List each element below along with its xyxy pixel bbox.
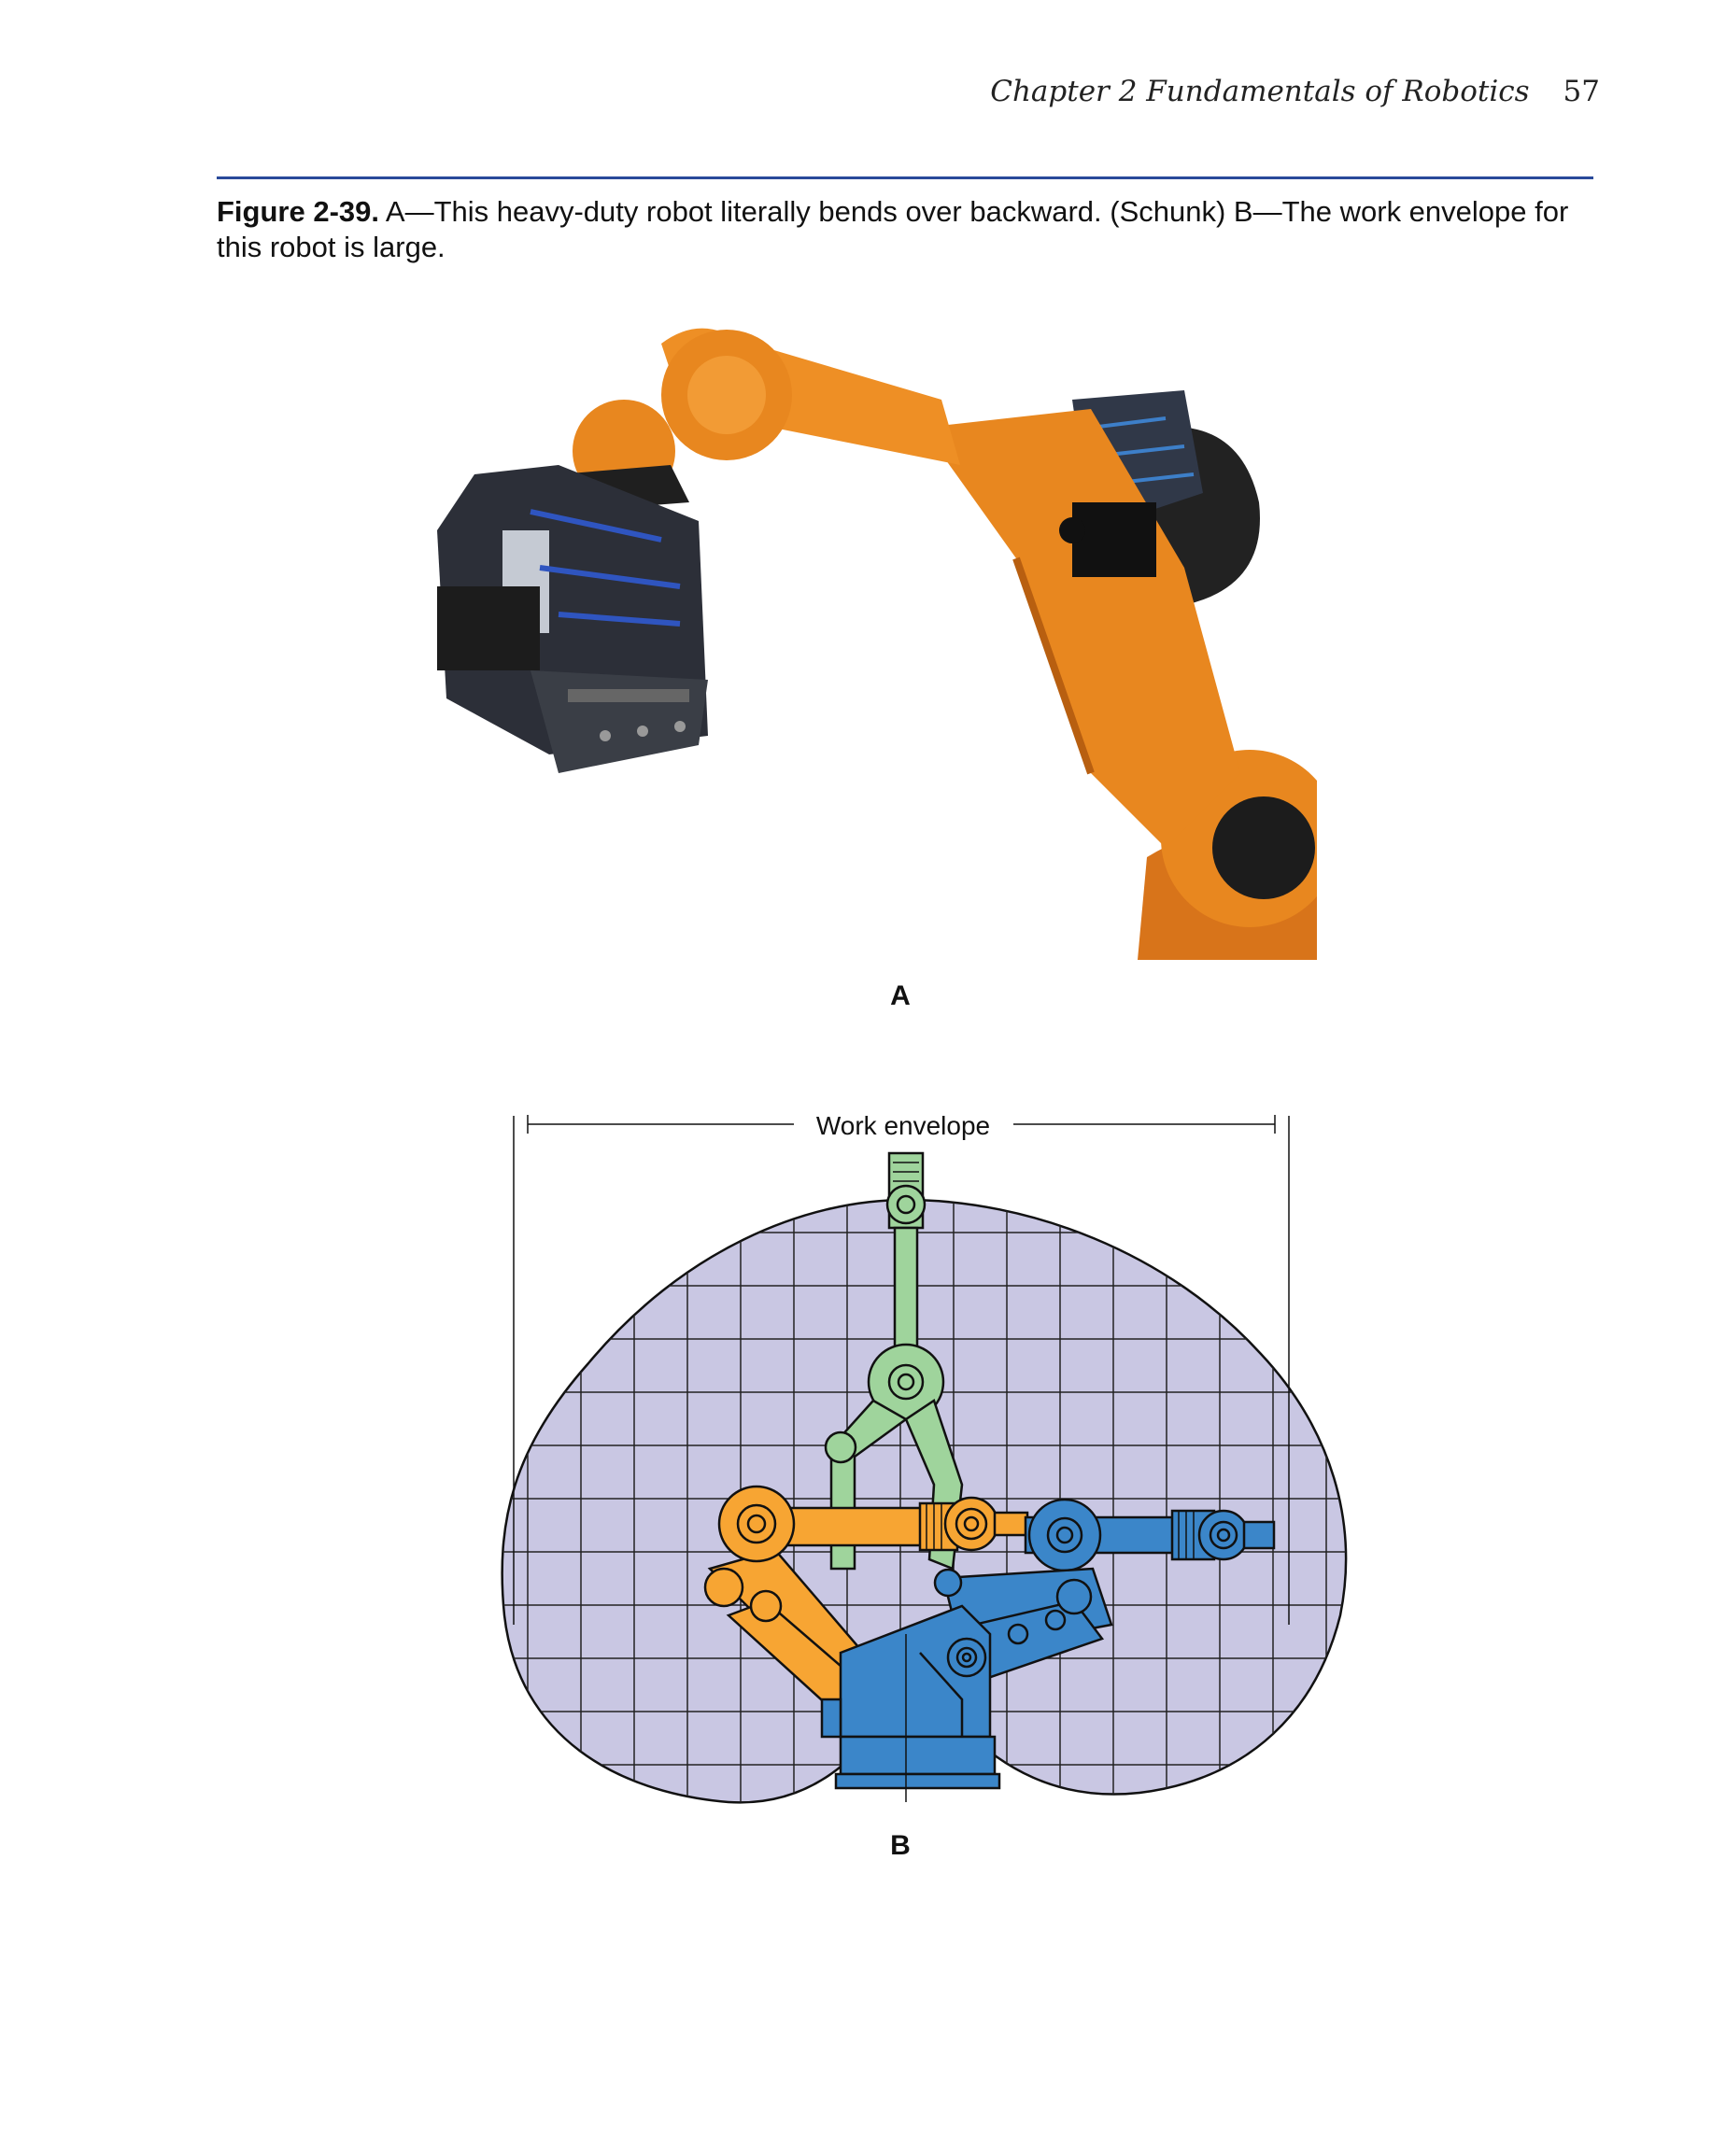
panel-a-label: A xyxy=(890,980,911,1011)
figure-caption xyxy=(217,194,1595,265)
panel-b-label: B xyxy=(890,1830,911,1861)
running-head xyxy=(990,75,1600,108)
caption-rule xyxy=(217,176,1593,179)
figure-label: Figure 2-39. xyxy=(217,195,379,228)
work-envelope-diagram xyxy=(495,1092,1354,1821)
running-head-title: Chapter 2 Fundamentals of Robotics xyxy=(990,75,1530,108)
robot-photo xyxy=(418,288,1317,960)
page-number: 57 xyxy=(1563,75,1600,108)
caption-text: A—This heavy-duty robot literally bends over backward. (Schunk) B—The work envelope for this robot is large. xyxy=(217,195,1569,263)
work-envelope-label: Work envelope xyxy=(815,1111,991,1140)
